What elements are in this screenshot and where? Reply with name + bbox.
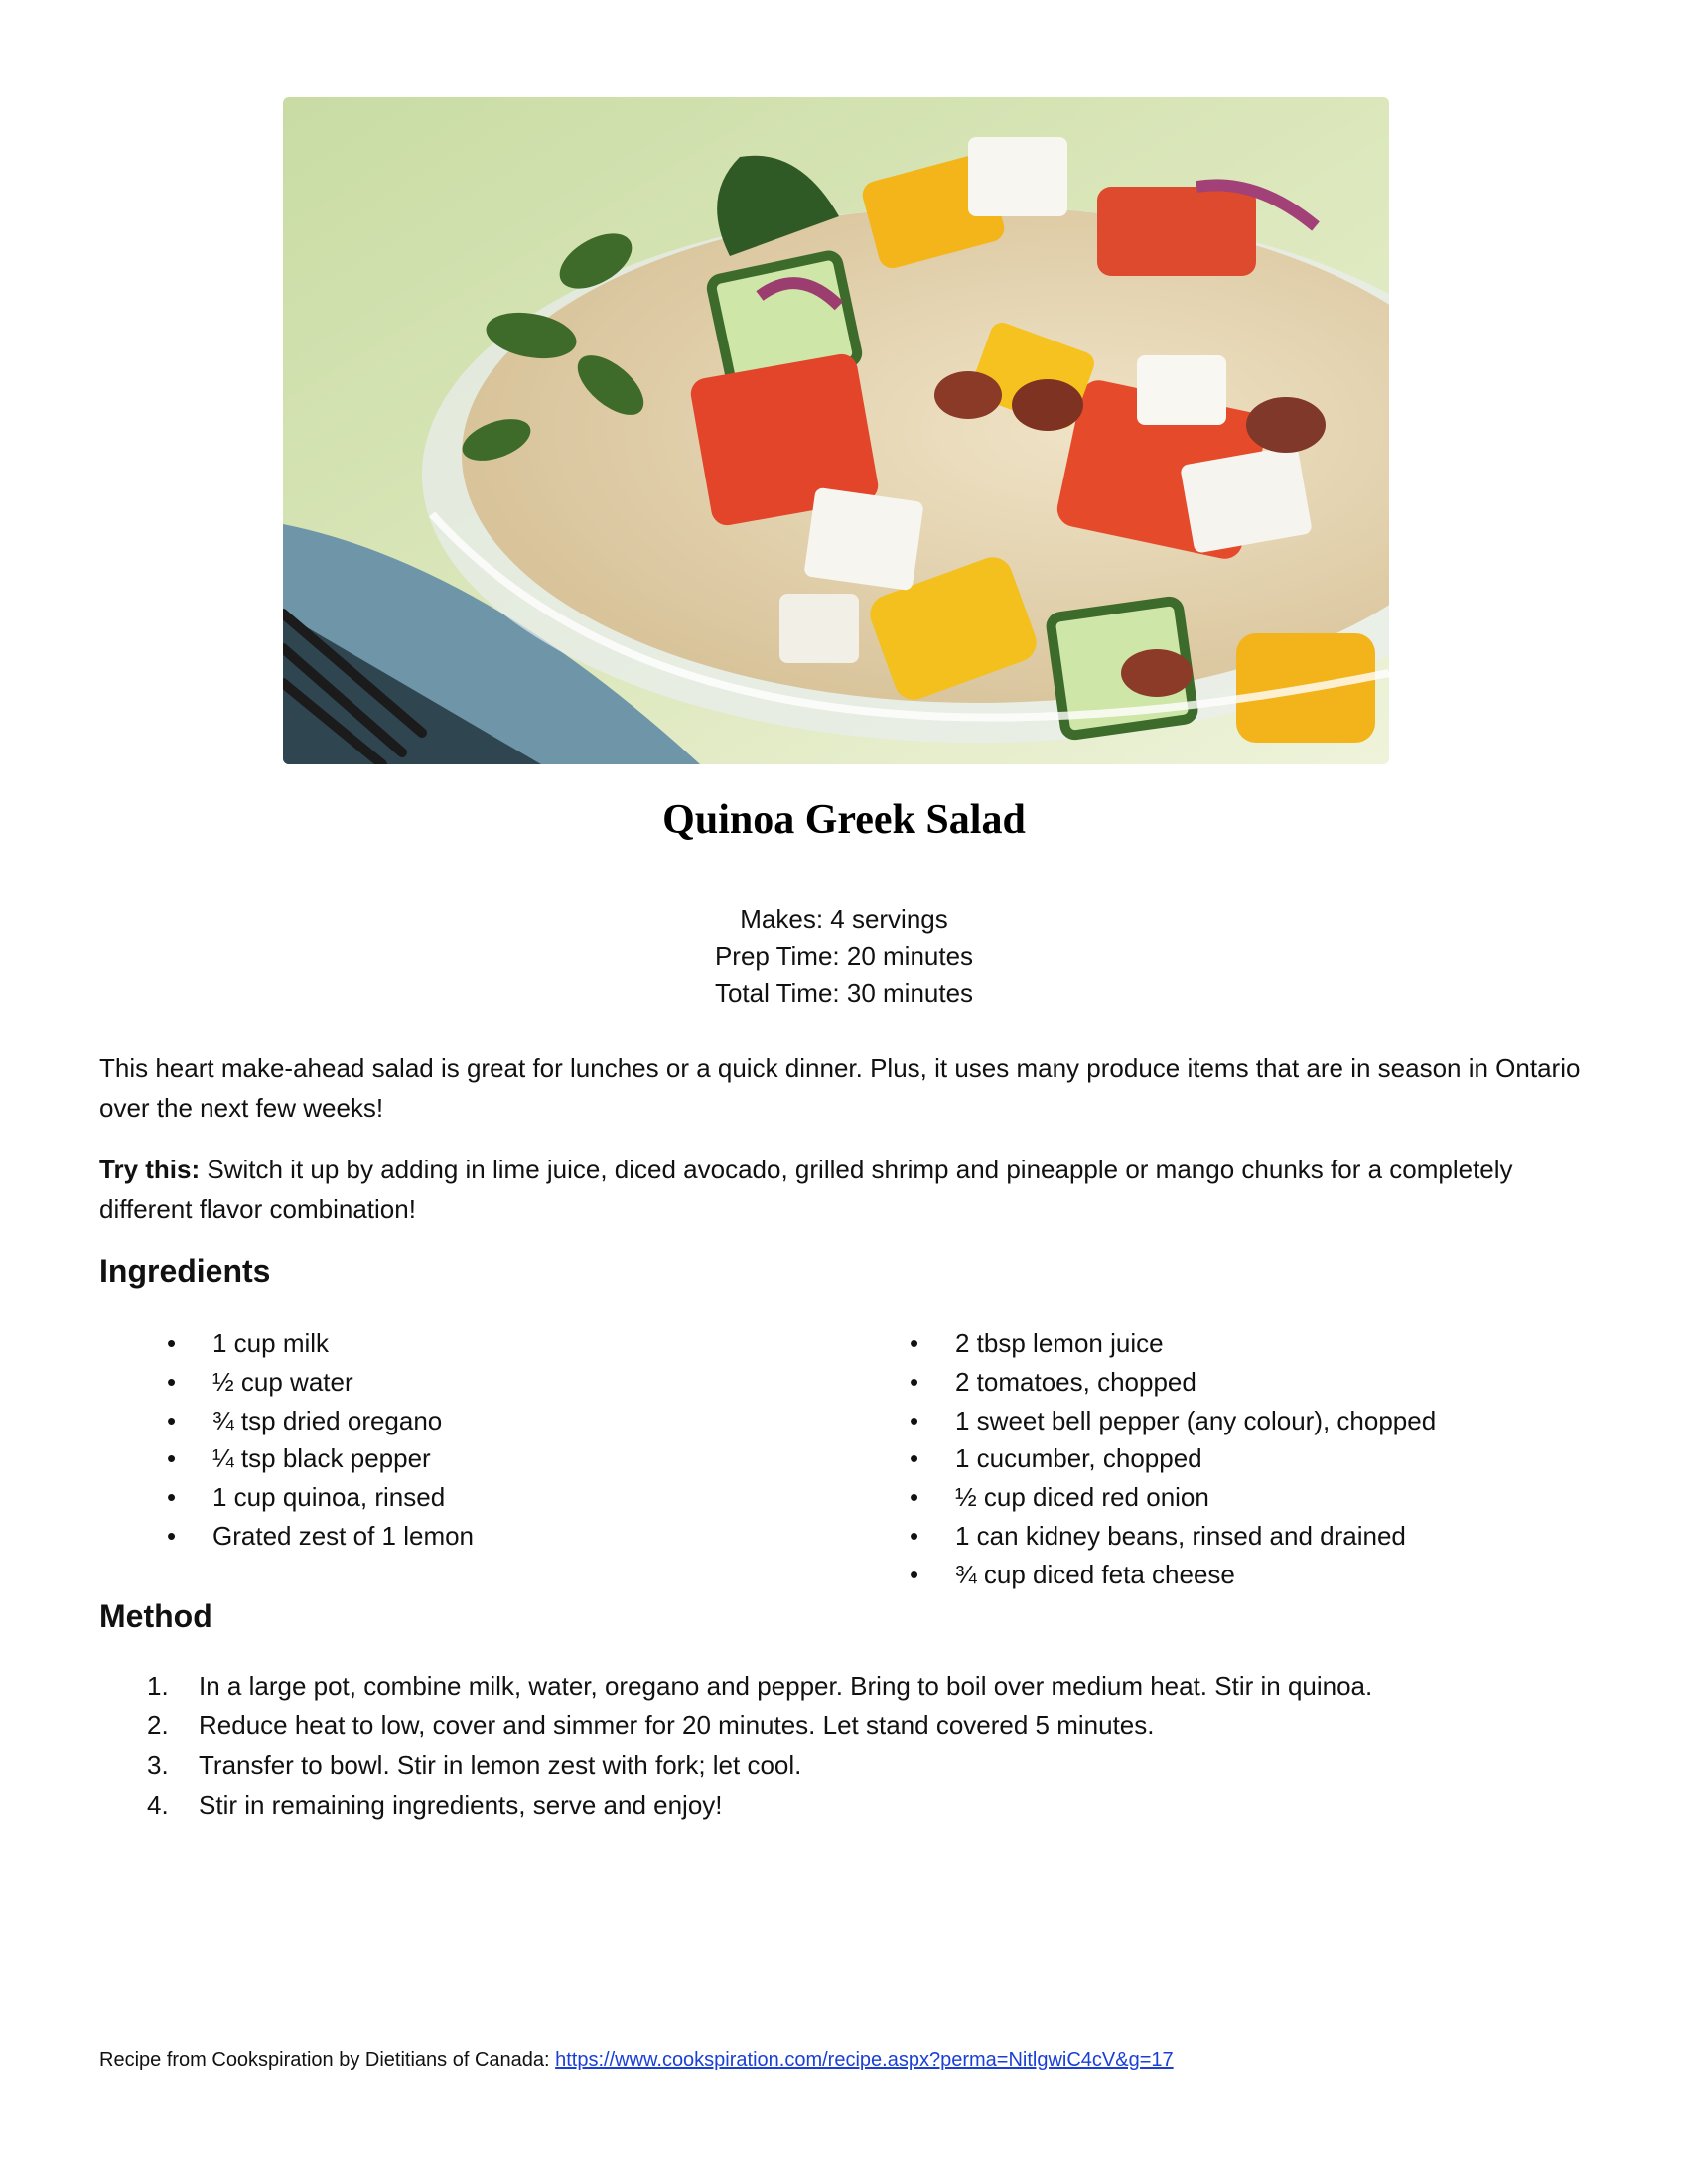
ingredients-list-right	[910, 1324, 1436, 1594]
ingredient-item: • 1 cucumber, chopped	[910, 1439, 1436, 1478]
try-this-label: Try this:	[99, 1155, 201, 1184]
ingredients-heading: Ingredients	[99, 1253, 271, 1289]
try-this-text: Switch it up by adding in lime juice, diced avocado, grilled shrimp and pineapple or mango chunks for a completely different flavor combination!	[99, 1155, 1513, 1224]
source-footer	[99, 2049, 1174, 2072]
step-number: 3.	[147, 1750, 169, 1780]
method-step	[147, 1745, 1372, 1785]
ingredient-item: • 2 tomatoes, chopped	[910, 1363, 1436, 1402]
method-step	[147, 1785, 1372, 1825]
ingredient-item: • 2 tbsp lemon juice	[910, 1324, 1436, 1363]
ingredients-list-left	[167, 1324, 474, 1556]
total-time-text: Total Time: 30 minutes	[714, 978, 974, 1008]
ingredient-item: • 1 cup milk	[167, 1324, 474, 1363]
step-text: Reduce heat to low, cover and simmer for 20 minutes. Let stand covered 5 minutes.	[199, 1710, 1155, 1740]
recipe-title: Quinoa Greek Salad	[662, 797, 1026, 843]
ingredient-item: • 1 sweet bell pepper (any colour), chopped	[910, 1402, 1436, 1440]
ingredient-item: • ¾ cup diced feta cheese	[910, 1556, 1436, 1594]
ingredient-item: • ¼ tsp black pepper	[167, 1439, 474, 1478]
intro-paragraph: This heart make-ahead salad is great for lunches or a quick dinner. Plus, it uses many produce items that are in season in Ontario over the next few weeks!	[99, 1053, 1581, 1123]
step-number: 2.	[147, 1710, 169, 1740]
salad-bowl-illustration	[283, 97, 1389, 764]
step-text: Transfer to bowl. Stir in lemon zest with fork; let cool.	[199, 1750, 802, 1780]
servings-text: Makes: 4 servings	[740, 904, 948, 934]
step-text: In a large pot, combine milk, water, oregano and pepper. Bring to boil over medium heat. Stir in quinoa.	[199, 1671, 1373, 1701]
ingredient-item: • Grated zest of 1 lemon	[167, 1517, 474, 1556]
method-step	[147, 1706, 1372, 1745]
source-link[interactable]: https://www.cookspiration.com/recipe.aspx?perma=NitlgwiC4cV&g=17	[555, 2049, 1174, 2071]
step-text: Stir in remaining ingredients, serve and enjoy!	[199, 1790, 723, 1820]
method-step	[147, 1666, 1372, 1706]
try-this-paragraph	[99, 1150, 1599, 1229]
step-number: 4.	[147, 1790, 169, 1820]
ingredient-item: • ½ cup diced red onion	[910, 1478, 1436, 1517]
ingredient-item: • 1 can kidney beans, rinsed and drained	[910, 1517, 1436, 1556]
source-text: Recipe from Cookspiration by Dietitians of Canada:	[99, 2049, 556, 2071]
ingredient-item: • ½ cup water	[167, 1363, 474, 1402]
ingredient-item: • 1 cup quinoa, rinsed	[167, 1478, 474, 1517]
method-steps	[147, 1666, 1372, 1825]
ingredient-item: • ¾ tsp dried oregano	[167, 1402, 474, 1440]
step-number: 1.	[147, 1671, 169, 1701]
prep-time-text: Prep Time: 20 minutes	[714, 941, 974, 971]
method-heading: Method	[99, 1598, 212, 1634]
recipe-meta	[0, 901, 1688, 1012]
salad-photo	[283, 97, 1389, 764]
